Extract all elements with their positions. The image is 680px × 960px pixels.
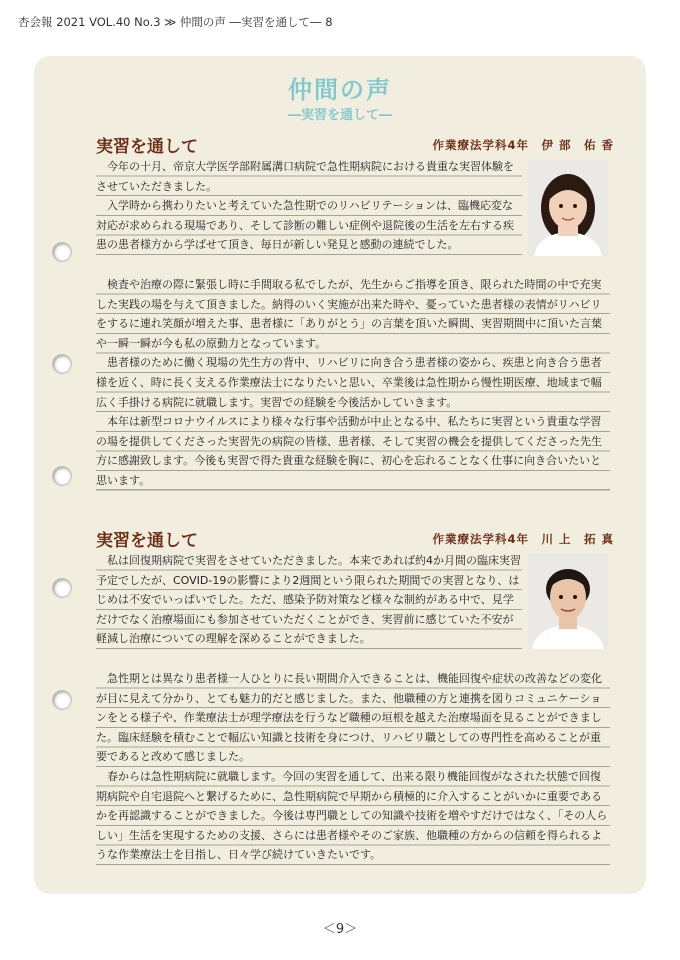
binder-hole: [52, 466, 72, 486]
section1-paragraph: 入学時から携わりたいと考えていた急性期でのリハビリテーションは、臨機応変な対応が求められる現場であり、そして診断の難しい症例や退院後の生活を左右する疾患の患者様方から学ばせて頂き、毎日が新しい発見と感動の連続でした。: [96, 199, 514, 252]
content-panel: [34, 56, 646, 894]
section2-paragraph: 急性期とは異なり患者様一人ひとりに長い期間介入できることは、機能回復や症状の改善などの変化が目に見えて分かり、とても魅力的だと感じました。また、他職種の方と連携を図りコミュニケーションをとる様子や、作業療法士が理学療法を行うなど職種の垣根を越えた治療場面を見ることができました。臨床経験を積むことで幅広い知識と技術を身につけ、リハビリ職としての専門性を高めることが重要であると改めて感じました。: [96, 672, 602, 764]
binder-hole: [52, 690, 72, 710]
section1-paragraph: 検査や治療の際に緊張し時に手間取る私でしたが、先生からご指導を頂き、限られた時間の中で充実した実践の場を与えて頂きました。納得のいく実施が出来た時や、憂っていた患者様の表情がリハビリをするに連れ笑顔が増えた事、患者様に「ありがとう」の言葉を頂いた瞬間、実習期間中に頂いた言葉や一瞬一瞬が今も私の原動力となっています。: [96, 278, 602, 350]
section2-body-top: [96, 551, 522, 649]
binder-hole: [52, 242, 72, 262]
section2-body-bottom: [96, 669, 610, 865]
section1-paragraph: 本年は新型コロナウイルスにより様々な行事や活動が中止となる中、私たちに実習という貴重な学習の場を提供してくださった実習先の病院の皆様、患者様、そして実習の機会を提供してくださった先生方に感謝致します。今後も実習で得た貴重な経験を胸に、初心を忘れることなく仕事に向き合いたいと思います。: [96, 415, 602, 487]
page-title: 仲間の声: [288, 76, 392, 104]
section2-paragraph: 春からは急性期病院に就職します。今回の実習を通して、出来る限り機能回復がなされた状態で回復期病院や自宅退院へと繋げるために、急性期病院で早期から積極的に介入することがいかに重要であるかを再認識することができました。今後は専門職としての知識や技術を増やすだけではなく、「その人らしい」生活を実現するための支援、さらには患者様やそのご家族、他職種の方からの信頼を得られるような作業療法士を目指し、日々学び続けていきたいです。: [96, 769, 608, 862]
binder-hole: [52, 578, 72, 598]
student2-photo: [528, 553, 608, 649]
section2-title: 実習を通して: [96, 531, 198, 551]
binder-hole: [52, 354, 72, 374]
student1-photo: [528, 160, 608, 256]
page-subtitle: ―実習を通して―: [287, 108, 392, 123]
page-header: 杏会報 2021 VOL.40 No.3 ≫ 仲間の声 ―実習を通して― 8: [18, 15, 333, 29]
section1-byline: 作業療法学科4年 伊 部 佑 香: [432, 138, 614, 152]
section1-paragraph: 今年の十月、帝京大学医学部附属溝口病院で急性期病院における貴重な実習体験をさせていただきました。: [96, 160, 514, 193]
section1-body-bottom: [96, 275, 610, 491]
page-number: ＜9＞: [322, 922, 358, 937]
section2-byline: 作業療法学科4年 川 上 拓 真: [432, 532, 614, 546]
section1-title: 実習を通して: [96, 137, 198, 157]
section-divider: [96, 489, 610, 490]
section1-body-top: [96, 157, 522, 255]
section2-paragraph: 私は回復期病院で実習をさせていただきました。本来であれば約4か月間の臨床実習予定でしたが、COVID-19の影響により2週間という限られた期間での実習となり、はじめは不安でいっぱいでした。ただ、感染予防対策など様々な制約がある中で、見学だけでなく治療場面にも参加させていただくことができ、実習前に感じていた不安が軽減し治療についての理解を深めることができました。: [96, 554, 521, 646]
section1-paragraph: 患者様のために働く現場の先生方の背中、リハビリに向き合う患者様の姿から、疾患と向き合う患者様を近く、時に長く支える作業療法士になりたいと思い、卒業後は急性期から慢性期医療、地域まで幅広く手掛ける病院に就職します。実習での経験を今後活かしていきます。: [96, 356, 602, 409]
